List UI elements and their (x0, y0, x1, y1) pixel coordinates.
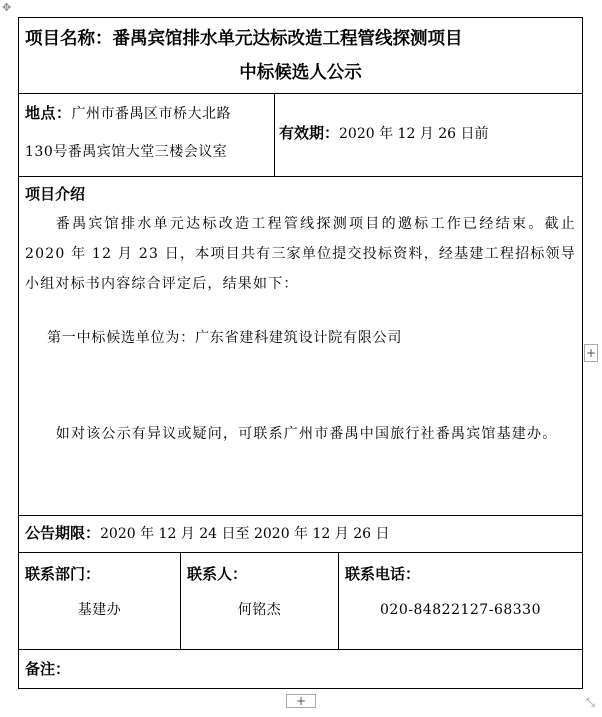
location (19, 94, 274, 171)
title-cell (19, 18, 583, 94)
project-title (19, 18, 582, 90)
table-resize-handle-icon[interactable]: ⤡ (586, 696, 595, 709)
location-cell (19, 94, 275, 177)
table-move-handle-icon[interactable]: ✥ (2, 1, 12, 14)
title-project-name: 番禺宾馆排水单元达标改造工程管线探测项目 (112, 29, 463, 49)
title-label: 项目名称： (25, 29, 113, 49)
announcement-period (19, 516, 582, 551)
remarks-cell (19, 650, 583, 689)
phone-cell (339, 553, 583, 650)
winner-label: 第一中标候选单位为： (47, 330, 195, 346)
person-value: 何铭杰 (237, 602, 282, 618)
intro-paragraph: 番禺宾馆排水单元达标改造工程管线探测项目的邀标工作已经结束。截止 2020 年 12 月 23 日，本项目共有三家单位提交投标资料，经基建工程招标领导小组对标书内容综合评定后，结果如下： (25, 216, 576, 292)
person-label: 联系人： (187, 565, 248, 583)
phone-value: 020-84822127-68330 (380, 602, 541, 618)
dept-cell (19, 553, 181, 650)
intro-cell (19, 177, 583, 516)
dept-value: 基建办 (77, 602, 122, 618)
dept-label: 联系部门： (25, 565, 101, 583)
intro-heading: 项目介绍 (25, 185, 86, 203)
title-subtitle: 中标候选人公示 (239, 63, 362, 83)
location-line1: 广州市番禺区市桥大北路 (71, 106, 232, 122)
add-row-button[interactable]: + (286, 694, 316, 708)
validity-label: 有效期： (279, 124, 340, 142)
validity (275, 94, 582, 152)
person-cell (181, 553, 339, 650)
winner-line (47, 323, 576, 353)
period-label: 公告期限： (25, 524, 101, 542)
announcement-table (18, 17, 582, 692)
validity-cell (275, 94, 583, 177)
location-label: 地点： (25, 104, 72, 122)
location-line2: 130号番禺宾馆大堂三楼会议室 (25, 144, 228, 160)
period-value: 2020 年 12 月 24 日至 2020 年 12 月 26 日 (100, 526, 390, 542)
winner-value: 广东省建科建筑设计院有限公司 (195, 330, 403, 346)
add-column-button[interactable]: + (585, 346, 597, 360)
contact-note: 如对该公示有异议或疑问，可联系广州市番禺中国旅行社番禺宾馆基建办。 (55, 426, 558, 442)
project-intro (19, 177, 582, 449)
period-cell (19, 516, 583, 553)
validity-value: 2020 年 12 月 26 日前 (339, 126, 489, 142)
remarks-label: 备注： (25, 660, 71, 678)
phone-label: 联系电话： (345, 565, 421, 583)
